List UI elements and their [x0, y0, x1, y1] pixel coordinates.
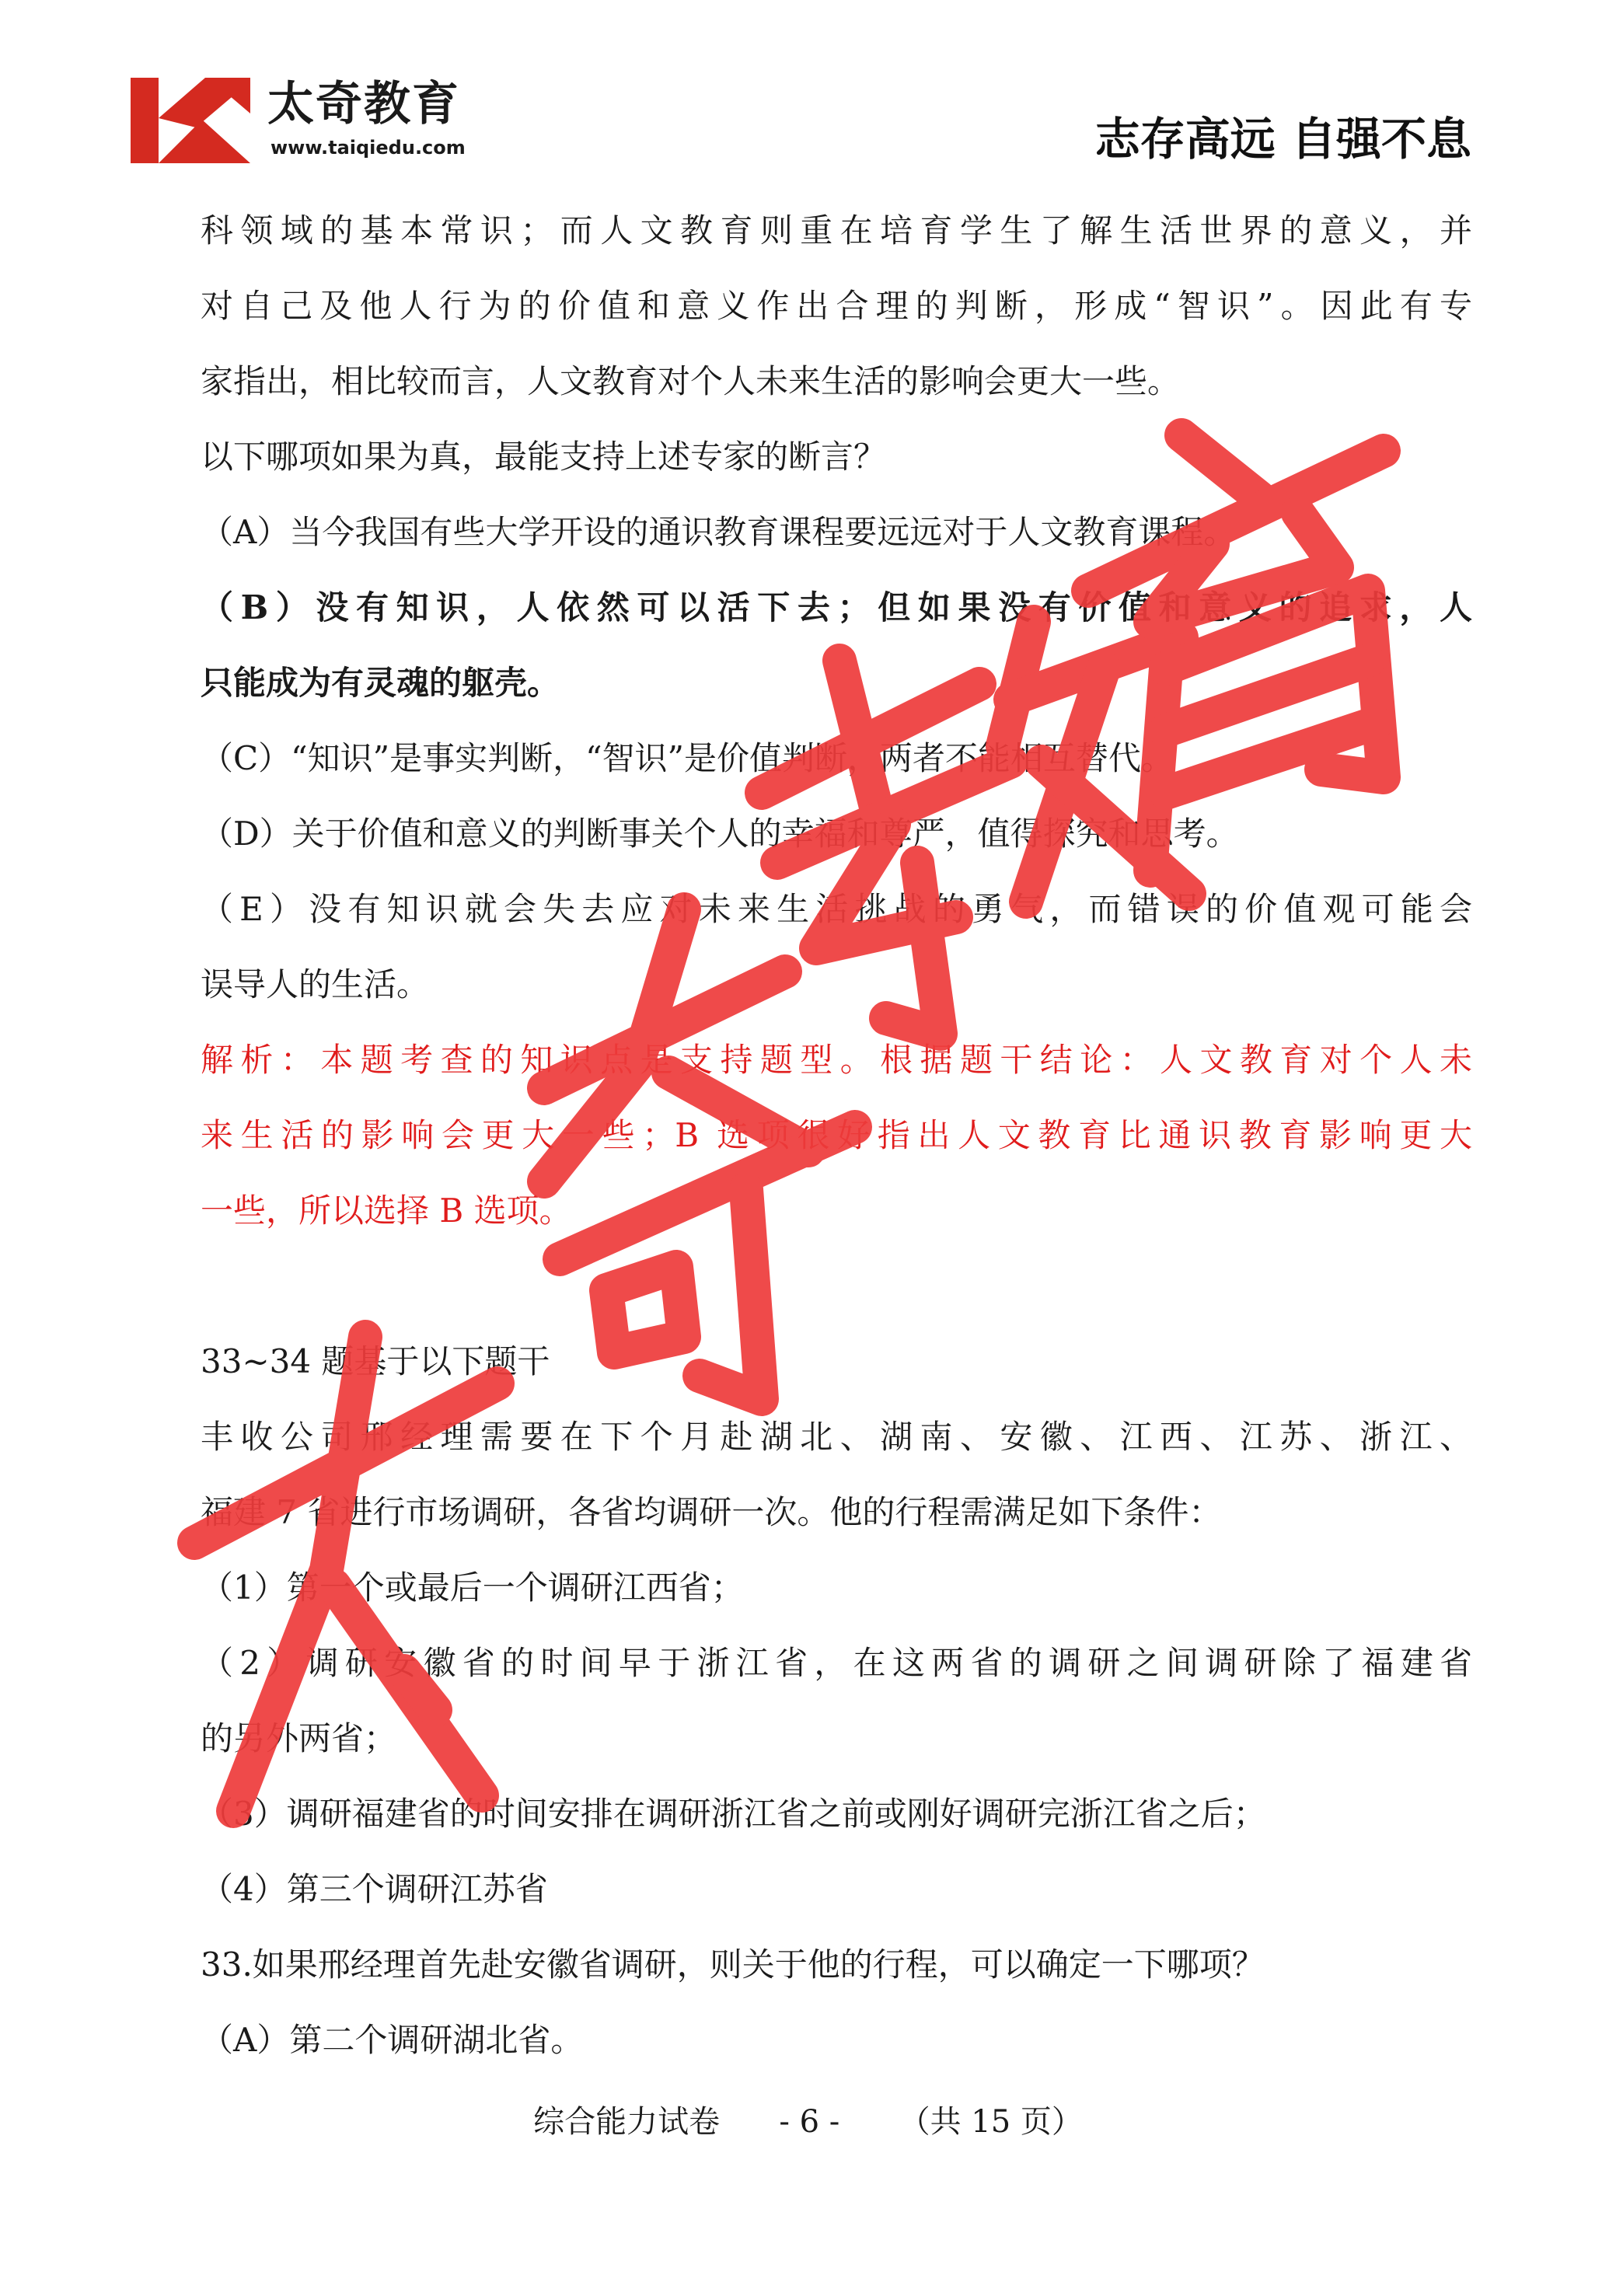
text-line: （2）调研安徽省的时间早于浙江省，在这两省的调研之间调研除了福建省 [201, 1644, 1472, 1682]
text-line: 33.如果邢经理首先赴安徽省调研，则关于他的行程，可以确定一下哪项？ [201, 1945, 1265, 1984]
logo-mark-icon [131, 78, 250, 163]
logo-url: www.taiqiedu.com [270, 137, 466, 159]
answer-explanation-line: 来生活的影响会更大一些；B 选项很好指出人文教育比通识教育影响更大 [201, 1116, 1472, 1154]
text-line: 的另外两省； [201, 1719, 397, 1757]
text-line: （4）第三个调研江苏省 [201, 1870, 548, 1908]
answer-explanation-line: 解析：本题考查的知识点是支持题型。根据题干结论：人文教育对个人未 [201, 1041, 1472, 1079]
text-line: （B）没有知识，人依然可以活下去；但如果没有价值和意义的追求，人 [201, 588, 1472, 626]
text-line: 科领域的基本常识；而人文教育则重在培育学生了解生活世界的意义，并 [201, 211, 1472, 249]
text-line: 丰收公司邢经理需要在下个月赴湖北、湖南、安徽、江西、江苏、浙江、 [201, 1418, 1472, 1456]
header-motto: 志存高远 自强不息 [1094, 113, 1471, 166]
document-body [201, 193, 1472, 2078]
text-line: （D）关于价值和意义的判断事关个人的幸福和尊严，值得探究和思考。 [201, 815, 1239, 853]
text-line: （A）第二个调研湖北省。 [201, 2021, 584, 2059]
text-line: （E）没有知识就会失去应对未来生活挑战的勇气，而错误的价值观可能会 [201, 890, 1472, 928]
logo-wordmark [267, 73, 462, 129]
text-line: （A）当今我国有些大学开设的通识教育课程要远远对于人文教育课程。 [201, 513, 1237, 551]
svg-text:太奇教育: 太奇教育 [267, 77, 460, 129]
text-line: 以下哪项如果为真，最能支持上述专家的断言？ [201, 438, 887, 476]
text-line: 家指出，相比较而言，人文教育对个人未来生活的影响会更大一些。 [201, 362, 1181, 400]
blank-line [201, 1248, 1472, 1324]
text-line: （1）第一个或最后一个调研江西省； [201, 1568, 744, 1607]
page-footer: 综合能力试卷 - 6 - （共 15 页） [533, 2104, 1083, 2140]
text-line: （3）调研福建省的时间安排在调研浙江省之前或刚好调研完浙江省之后； [201, 1795, 1266, 1833]
text-line: 福建 7 省进行市场调研，各省均调研一次。他的行程需满足如下条件： [201, 1493, 1222, 1531]
text-line: 只能成为有灵魂的躯壳。 [201, 664, 560, 702]
answer-explanation-line: 一些，所以选择 B 选项。 [201, 1192, 572, 1230]
text-line: 33~34 题基于以下题干 [201, 1342, 550, 1380]
text-line: 误导人的生活。 [201, 965, 430, 1003]
text-line: 对自己及他人行为的价值和意义作出合理的判断，形成“智识”。因此有专 [201, 287, 1472, 325]
text-line: （C）“知识”是事实判断，“智识”是价值判断，两者不能相互替代。 [201, 739, 1174, 777]
